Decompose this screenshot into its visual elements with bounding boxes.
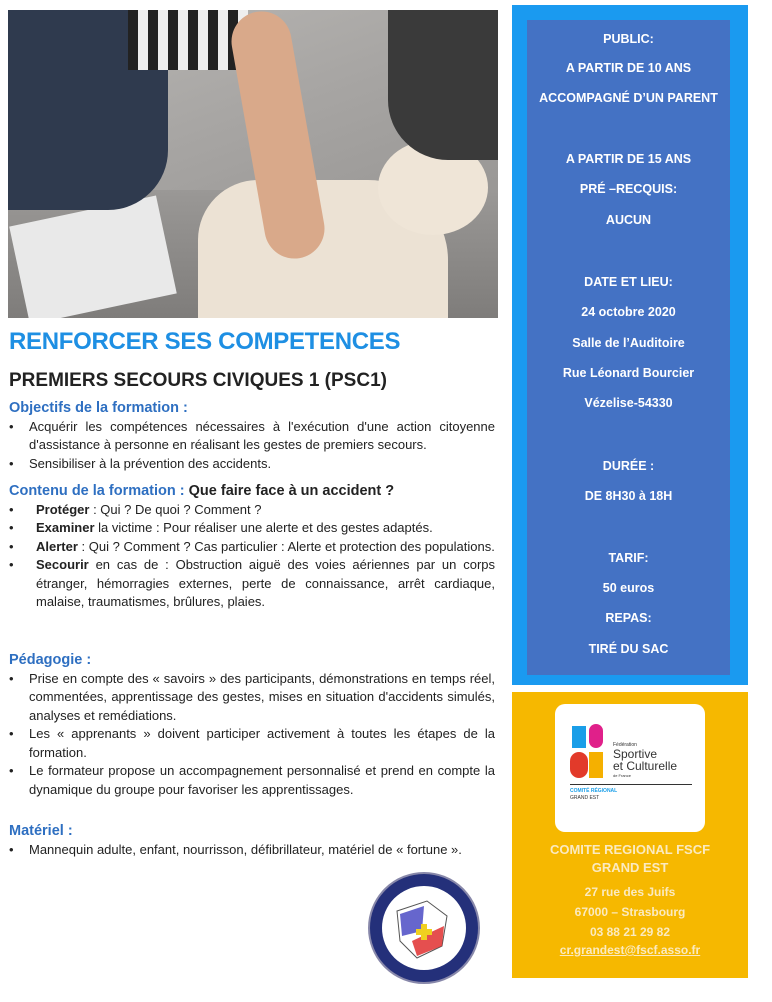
info-line: A PARTIR DE 15 ANS <box>565 152 692 166</box>
info-line: TARIF: <box>608 551 649 565</box>
contact-region: GRAND EST <box>591 860 669 875</box>
list-item: • Acquérir les compétences nécessaires à l'exécution d'une action citoyenne d'assistance à personne en réalisant les gestes de premiers secours. <box>9 418 495 455</box>
page-subtitle: PREMIERS SECOURS CIVIQUES 1 (PSC1) <box>9 370 387 391</box>
pedagogie-section <box>9 651 495 799</box>
info-box <box>512 5 748 685</box>
info-line: PUBLIC: <box>603 32 654 46</box>
contenu-heading: Contenu de la formation : <box>9 483 185 499</box>
info-line: 24 octobre 2020 <box>581 305 676 319</box>
info-line: A PARTIR DE 10 ANS <box>565 61 692 75</box>
contact-street: 27 rue des Juifs <box>584 885 676 899</box>
info-line: PRÉ –RECQUIS: <box>579 182 678 196</box>
objectifs-heading: Objectifs de la formation : <box>9 400 188 416</box>
info-line: Salle de l’Auditoire <box>572 336 685 350</box>
list-item: • Les « apprenants » doivent participer activement à toutes les étapes de la formation. <box>9 725 495 762</box>
info-line: DE 8H30 à 18H <box>584 489 673 503</box>
contact-email-link[interactable]: cr.grandest@fscf.asso.fr <box>559 943 701 957</box>
list-item: • Examiner la victime : Pour réaliser une alerte et des gestes adaptés. <box>9 519 495 538</box>
contact-box <box>512 692 748 978</box>
list-item: • Sensibiliser à la prévention des accidents. <box>9 455 495 474</box>
list-item: • Mannequin adulte, enfant, nourrisson, défibrillateur, matériel de « fortune ». <box>9 841 495 860</box>
info-line: DURÉE : <box>602 459 655 473</box>
materiel-heading: Matériel : <box>9 823 73 839</box>
list-item: • Prise en compte des « savoirs » des participants, démonstrations en temps réel, commentées, apprentissage des gestes, mises en situation d'accidents simulés, analyses et remédiations. <box>9 670 495 726</box>
info-line: DATE ET LIEU: <box>584 275 673 289</box>
info-line: REPAS: <box>605 611 652 625</box>
materiel-section <box>9 822 495 859</box>
cpr-training-photo <box>8 10 498 318</box>
page-title: RENFORCER SES COMPETENCES <box>9 328 401 355</box>
info-line: TIRÉ DU SAC <box>588 642 669 656</box>
pedagogie-heading: Pédagogie : <box>9 652 92 668</box>
info-line: Vézelise-54330 <box>584 396 673 410</box>
info-line: ACCOMPAGNÉ D’UN PARENT <box>539 91 718 105</box>
list-item: • Alerter : Qui ? Comment ? Cas particulier : Alerte et protection des populations. <box>9 538 495 557</box>
list-item: • Le formateur propose un accompagnement personnalisé et prend en compte la dynamique du groupe pour favoriser les apprentissages. <box>9 762 495 799</box>
contact-city: 67000 – Strasbourg <box>574 905 686 919</box>
contact-org: COMITE REGIONAL FSCF <box>549 842 711 857</box>
contact-phone: 03 88 21 29 82 <box>589 925 671 939</box>
list-item: • Secourir en cas de : Obstruction aiguë des voies aériennes par un corps étranger, hémorragies externes, perte de connaissance, arrêt cardiaque, malaise, traumatismes, brûlures, plaies. <box>9 556 495 612</box>
fscf-logo: Fédération Sportive et Culturelle de France COMITÉ RÉGIONAL GRAND EST <box>555 704 705 832</box>
info-line: Rue Léonard Bourcier <box>562 366 695 380</box>
list-item: • Protéger : Qui ? De quoi ? Comment ? <box>9 501 495 520</box>
objectifs-section <box>9 399 495 473</box>
info-line: AUCUN <box>605 213 652 227</box>
info-line: 50 euros <box>602 581 655 595</box>
association-seal-logo <box>368 872 480 984</box>
contenu-question: Que faire face à un accident ? <box>188 483 395 499</box>
contenu-section <box>9 482 495 612</box>
